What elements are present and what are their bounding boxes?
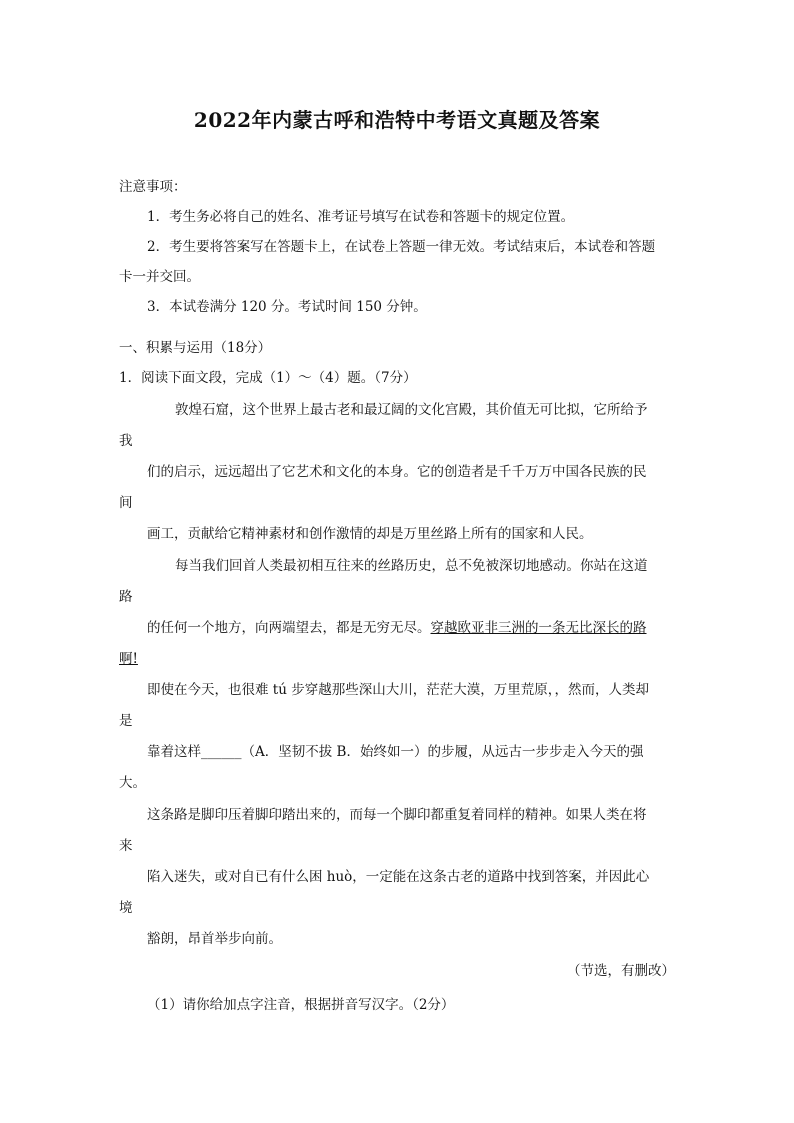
section-1-heading: 一、积累与运用（18分）: [119, 340, 272, 356]
notice-item-1: 1．考生务必将自己的姓名、准考证号填写在试卷和答题卡的规定位置。: [147, 209, 575, 225]
passage-line: 大。: [119, 775, 146, 791]
passage-line: 来: [119, 838, 133, 854]
passage-line: 境: [119, 900, 133, 916]
sub-question-1: （1）请你给加点字注音，根据拼音写汉字。（2分）: [147, 997, 455, 1013]
answer-blank: ______: [201, 744, 242, 760]
passage-line: 路: [119, 589, 133, 605]
question-1: 1．阅读下面文段，完成（1）～（4）题。（7分）: [119, 370, 417, 386]
passage-line: [147, 743, 643, 761]
passage-line: 我: [119, 433, 133, 449]
page-title: 2022年内蒙古呼和浩特中考语文真题及答案: [193, 108, 601, 132]
passage-line: 间: [119, 495, 133, 511]
underlined-sentence: 穿越欧亚非三洲的一条无比深长的路: [430, 620, 647, 636]
notice-item-3: 3．本试卷满分 120 分。考试时间 150 分钟。: [147, 299, 427, 315]
passage-line: 敦煌石窟，这个世界上最古老和最辽阔的文化宫殿，其价值无可比拟，它所给予: [175, 402, 648, 418]
notice-item-2: 2．考生要将答案写在答题卡上，在试卷上答题一律无效。考试结束后，本试卷和答题: [147, 239, 656, 255]
passage-line: [147, 619, 647, 637]
passage-line: 即使在今天，也很难 tú 步穿越那些深山大川，茫茫大漠，万里荒原，，然而，人类却: [147, 682, 649, 698]
passage-line: 陷入迷失，或对自已有什么困 huò，一定能在这条古老的道路中找到答案，并因此心: [147, 869, 650, 885]
passage-line: 每当我们回首人类最初相互往来的丝路历史，总不免被深切地感动。你站在这道: [175, 558, 648, 574]
passage-line: 豁朗，昂首举步向前。: [147, 931, 282, 947]
passage-line: 画工，贡献给它精神素材和创作激情的却是万里丝路上所有的国家和人民。: [147, 526, 593, 542]
passage-line: 是: [119, 713, 133, 729]
notice-item-2-cont: 卡一并交回。: [119, 269, 200, 285]
underlined-sentence-end: 啊!: [119, 651, 138, 667]
passage-line: 们的启示，远远超出了它艺术和文化的本身。它的创造者是千千万万中国各民族的民: [147, 464, 647, 480]
passage-text: 的任何一个地方，向两端望去，都是无穷无尽。: [147, 620, 431, 636]
passage-text: 靠着这样: [147, 744, 201, 760]
passage-line: 这条路是脚印压着脚印踏出来的，而每一个脚印都重复着同样的精神。如果人类在将: [147, 807, 647, 823]
notice-heading: 注意事项：: [119, 179, 187, 195]
passage-source: （节选，有删改）: [567, 963, 675, 979]
passage-text: （A．坚韧不拔 B．始终如一）的步履，从远古一步步走入今天的强: [241, 744, 644, 760]
